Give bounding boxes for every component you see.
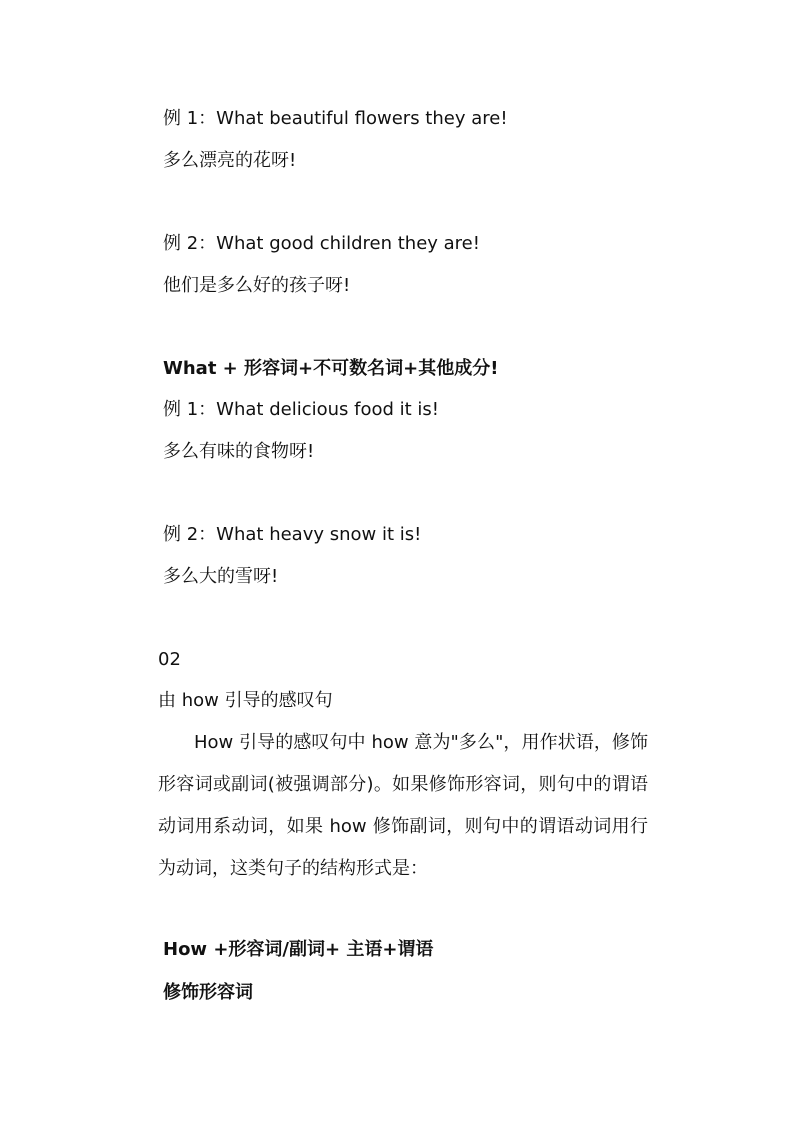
example-3-chinese: 多么有味的食物呀! bbox=[163, 441, 315, 462]
subheading-modify-adjective: 修饰形容词 bbox=[163, 982, 253, 1003]
section-title: 由 how 引导的感叹句 bbox=[158, 690, 333, 711]
uncountable-pattern-heading: What + 形容词+不可数名词+其他成分! bbox=[163, 358, 499, 379]
example-3-english: 例 1：What delicious food it is! bbox=[163, 399, 439, 420]
example-2-english: 例 2：What good children they are! bbox=[163, 233, 480, 254]
example-1-chinese: 多么漂亮的花呀! bbox=[163, 150, 297, 171]
example-1-english: 例 1：What beautiful flowers they are! bbox=[163, 108, 508, 129]
example-4-english: 例 2：What heavy snow it is! bbox=[163, 524, 422, 545]
section-number: 02 bbox=[158, 649, 181, 670]
how-explanation-paragraph: How 引导的感叹句中 how 意为"多么"，用作状语，修饰形容词或副词(被强调部分)。如果修饰形容词，则句中的谓语动词用系动词，如果 how 修饰副词，则句中的谓语动词用行为动词，这类句子的结构形式是： bbox=[158, 732, 648, 879]
example-2-chinese: 他们是多么好的孩子呀! bbox=[163, 275, 351, 296]
example-4-chinese: 多么大的雪呀! bbox=[163, 566, 279, 587]
how-pattern-formula: How +形容词/副词+ 主语+谓语 bbox=[163, 939, 434, 960]
